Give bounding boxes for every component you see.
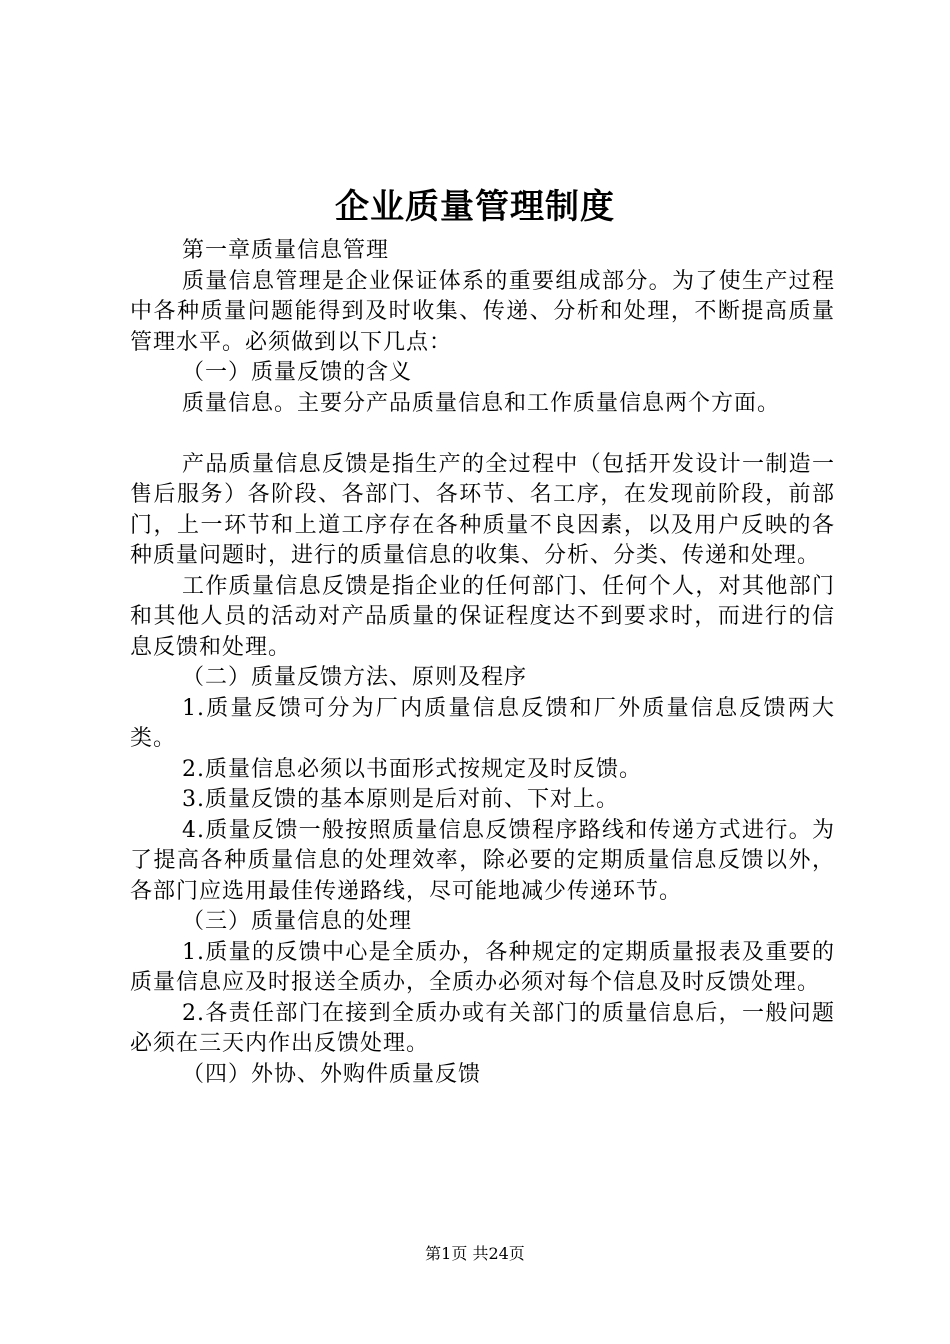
section-heading: （一）质量反馈的含义 (182, 360, 413, 385)
paragraph: 质量信息管理是企业保证体系的重要组成部分。为了使生产过程中各种质量问题能得到及时收集、传递、分析和处理，不断提高质量管理水平。必须做到以下几点： (130, 268, 835, 355)
page-footer: 第1页 共24页 (425, 1244, 525, 1263)
chapter-heading: 第一章质量信息管理 (182, 238, 390, 263)
list-item: 4.质量反馈一般按照质量信息反馈程序路线和传递方式进行。为了提高各种质量信息的处理效率，除必要的定期质量信息反馈以外，各部门应选用最佳传递路线，尽可能地减少传递环节。 (130, 817, 835, 904)
document-body (130, 236, 835, 1090)
document-title: 企业质量管理制度 (335, 187, 615, 227)
paragraph: 产品质量信息反馈是指生产的全过程中（包括开发设计一制造一售后服务）各阶段、各部门、各环节、名工序，在发现前阶段，前部门，上一环节和上道工序存在各种质量不良因素，以及用户反映的各种质量问题时，进行的质量信息的收集、分析、分类、传递和处理。 (130, 451, 835, 568)
paragraph: 工作质量信息反馈是指企业的任何部门、任何个人，对其他部门和其他人员的活动对产品质量的保证程度达不到要求时，而进行的信息反馈和处理。 (130, 573, 835, 660)
blank-line (130, 419, 835, 450)
list-item: 2.各责任部门在接到全质办或有关部门的质量信息后，一般问题必须在三天内作出反馈处理。 (130, 1000, 835, 1056)
list-item: 3.质量反馈的基本原则是后对前、下对上。 (182, 787, 619, 812)
list-item: 2.质量信息必须以书面形式按规定及时反馈。 (182, 756, 642, 782)
list-item: 1.质量的反馈中心是全质办，各种规定的定期质量报表及重要的质量信息应及时报送全质办，全质办必须对每个信息及时反馈处理。 (130, 939, 835, 995)
section-heading: （三）质量信息的处理 (182, 909, 413, 934)
section-heading: （四）外协、外购件质量反馈 (182, 1061, 482, 1087)
section-heading: （二）质量反馈方法、原则及程序 (182, 665, 528, 690)
paragraph: 质量信息。主要分产品质量信息和工作质量信息两个方面。 (182, 390, 781, 416)
list-item: 1.质量反馈可分为厂内质量信息反馈和厂外质量信息反馈两大类。 (130, 695, 835, 751)
